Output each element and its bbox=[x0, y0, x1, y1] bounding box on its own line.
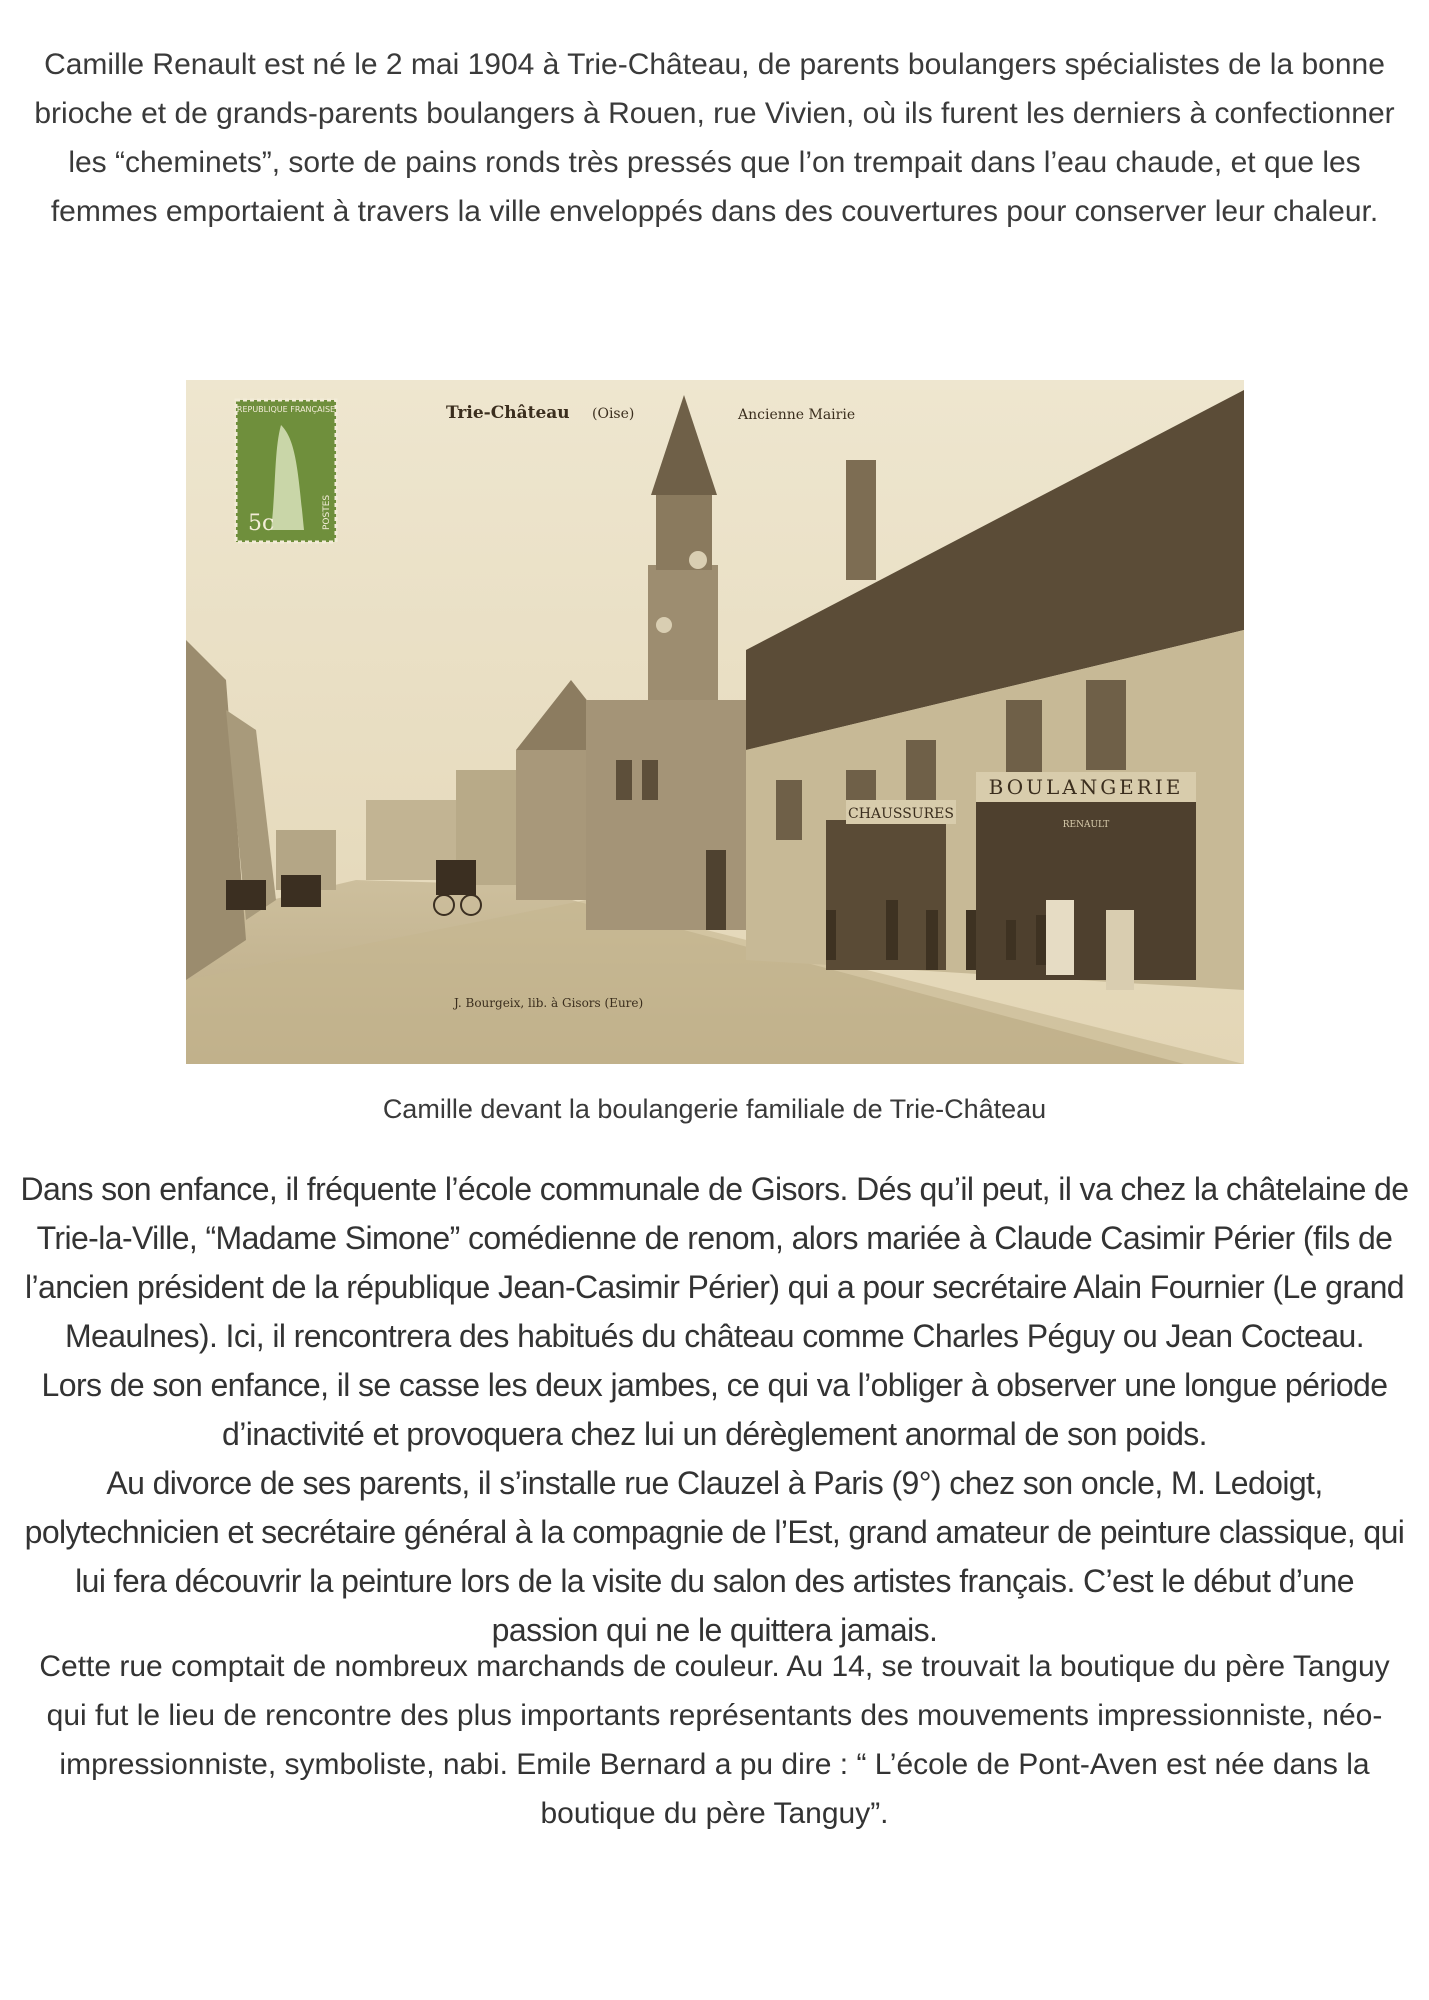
postcard-region: (Oise) bbox=[592, 406, 635, 422]
closing-paragraph: Cette rue comptait de nombreux marchands de couleur. Au 14, se trouvait la boutique du père Tanguy qui fut le lieu de rencontre des plus importants représentants des mouvements impressionniste, néo-impressionniste, symboliste, nabi. Emile Bernard a pu dire : “ L’école de Pont-Aven est née dans la boutique du père Tanguy”. bbox=[39, 1650, 1390, 1830]
intro-paragraph: Camille Renault est né le 2 mai 1904 à Trie-Château, de parents boulangers spécialistes de la bonne brioche et de grands-parents boulangers à Rouen, rue Vivien, où ils furent les derniers à confectionner les “cheminets”, sorte de pains ronds très pressés que l’on trempait dans l’eau chaude, et que les femmes emportaient à travers la ville enveloppés dans des couvertures pour conserver leur chaleur. bbox=[34, 48, 1395, 228]
stamp-top-text: REPUBLIQUE FRANÇAISE bbox=[236, 405, 336, 414]
postcard-photo bbox=[186, 380, 1244, 1064]
biography-paragraph-1: Dans son enfance, il fréquente l’école communale de Gisors. Dés qu’il peut, il va chez la châtelaine de Trie-la-Ville, “Madame Simone” comédienne de renom, alors mariée à Claude Casimir Périer (fils de l’ancien président de la république Jean-Casimir Périer) qui a pour secrétaire Alain Fournier (Le grand Meaulnes). Ici, il rencontrera des habitués du château comme Charles Péguy ou Jean Cocteau. bbox=[20, 1171, 1409, 1354]
postcard-title: Trie-Château bbox=[446, 403, 570, 423]
biography-paragraph-3: Au divorce de ses parents, il s’installe rue Clauzel à Paris (9°) chez son oncle, M. Ledoigt, polytechnicien et secrétaire général à la compagnie de l’Est, grand amateur de peinture classique, qui lui fera découvrir la peinture lors de la visite du salon des artistes français. C’est le début d’une passion qui ne le quittera jamais. bbox=[24, 1465, 1405, 1648]
photo-caption: Camille devant la boulangerie familiale de Trie-Château bbox=[382, 1094, 1047, 1124]
sign-bakery: BOULANGERIE bbox=[988, 775, 1184, 799]
postcard-illustration bbox=[186, 380, 1244, 1064]
sign-name: RENAULT bbox=[1062, 820, 1110, 830]
biography-paragraph-2: Lors de son enfance, il se casse les deux jambes, ce qui va l’obliger à observer une longue période d’inactivité et provoquera chez lui un dérèglement anormal de son poids. bbox=[41, 1367, 1388, 1452]
stamp-side-text: POSTES bbox=[322, 494, 332, 530]
postcard-publisher: J. Bourgeix, lib. à Gisors (Eure) bbox=[454, 996, 644, 1010]
stamp-value: 5c bbox=[248, 511, 275, 536]
postcard-subtitle: Ancienne Mairie bbox=[738, 407, 856, 423]
biography-section bbox=[20, 1165, 1409, 1655]
sign-shoes: CHAUSSURES bbox=[848, 806, 954, 822]
